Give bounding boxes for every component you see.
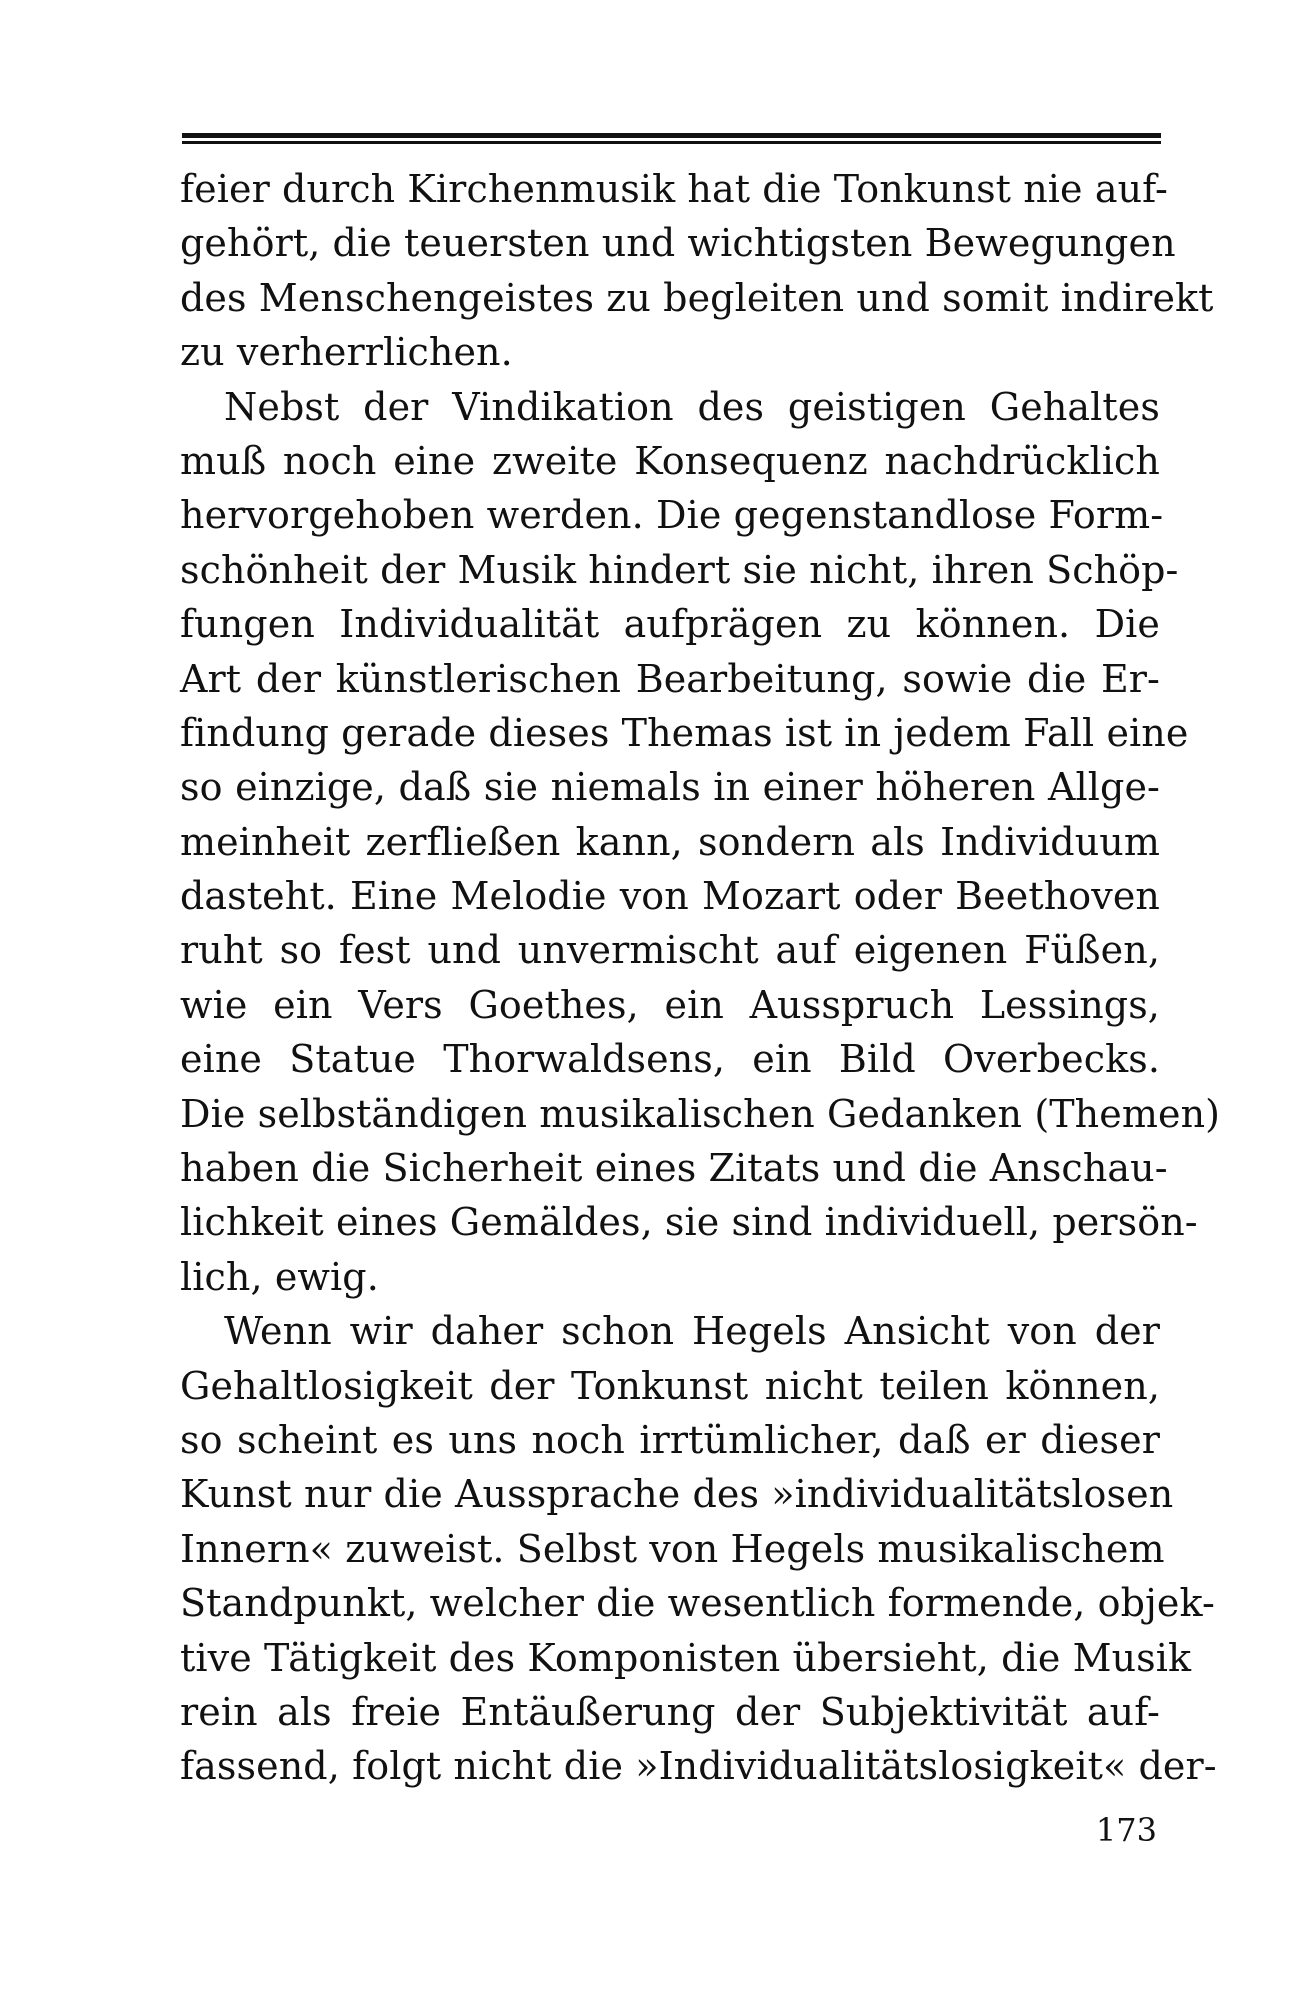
text-line: Standpunkt, welcher die wesentlich formende, objek- [180, 1581, 1215, 1626]
text-line: Die selbständigen musikalischen Gedanken (Themen) [180, 1091, 1221, 1136]
text-line: ruht so fest und unvermischt auf eigenen Füßen, [180, 928, 1160, 973]
text-line: fassend, folgt nicht die »Individualitätslosigkeit« der- [180, 1744, 1217, 1789]
text-line: des Menschengeistes zu begleiten und somit indirekt [180, 275, 1214, 320]
text-line: haben die Sicherheit eines Zitats und die Anschau- [180, 1146, 1168, 1191]
text-line: meinheit zerfließen kann, sondern als Individuum [180, 819, 1160, 864]
header-rule-thick [182, 133, 1161, 138]
text-line: feier durch Kirchenmusik hat die Tonkunst nie auf- [180, 167, 1168, 211]
text-line: lich, ewig. [180, 1254, 379, 1299]
text-line: tive Tätigkeit des Komponisten übersieht, die Musik [180, 1635, 1192, 1680]
paragraph-start-line: Wenn wir daher schon Hegels Ansicht von der [224, 1309, 1160, 1354]
text-line: Innern« zuweist. Selbst von Hegels musikalischem [180, 1526, 1165, 1571]
page-number: 173 [1095, 1811, 1157, 1849]
text-line: zu verherrlichen. [180, 330, 513, 375]
text-line: rein als freie Entäußerung der Subjektivität auf- [180, 1689, 1160, 1734]
text-line: fungen Individualität aufprägen zu können. Die [180, 602, 1160, 647]
text-line: lichkeit eines Gemäldes, sie sind individuell, persön- [180, 1200, 1198, 1245]
text-line: dasteht. Eine Melodie von Mozart oder Beethoven [180, 874, 1160, 919]
text-line: schönheit der Musik hindert sie nicht, ihren Schöp- [180, 547, 1179, 592]
text-line: hervorgehoben werden. Die gegenstandlose Form- [180, 493, 1164, 538]
text-line: eine Statue Thorwaldsens, ein Bild Overbecks. [180, 1037, 1160, 1082]
text-line: wie ein Vers Goethes, ein Ausspruch Lessings, [180, 982, 1160, 1027]
text-line: Kunst nur die Aussprache des »individualitätslosen [180, 1472, 1174, 1517]
paragraph-start-line: Nebst der Vindikation des geistigen Gehaltes [224, 384, 1160, 429]
text-line: so einzige, daß sie niemals in einer höheren Allge- [180, 765, 1160, 810]
text-line: gehört, die teuersten und wichtigsten Bewegungen [180, 221, 1176, 266]
text-line: Gehaltlosigkeit der Tonkunst nicht teilen können, [180, 1363, 1160, 1408]
header-rule-thin [182, 141, 1161, 144]
text-line: so scheint es uns noch irrtümlicher, daß er dieser [180, 1417, 1160, 1462]
text-line: Art der künstlerischen Bearbeitung, sowie die Er- [180, 656, 1160, 701]
text-line: muß noch eine zweite Konsequenz nachdrücklich [180, 438, 1160, 483]
text-line: findung gerade dieses Themas ist in jedem Fall eine [180, 710, 1189, 755]
body-text [180, 162, 1221, 1794]
